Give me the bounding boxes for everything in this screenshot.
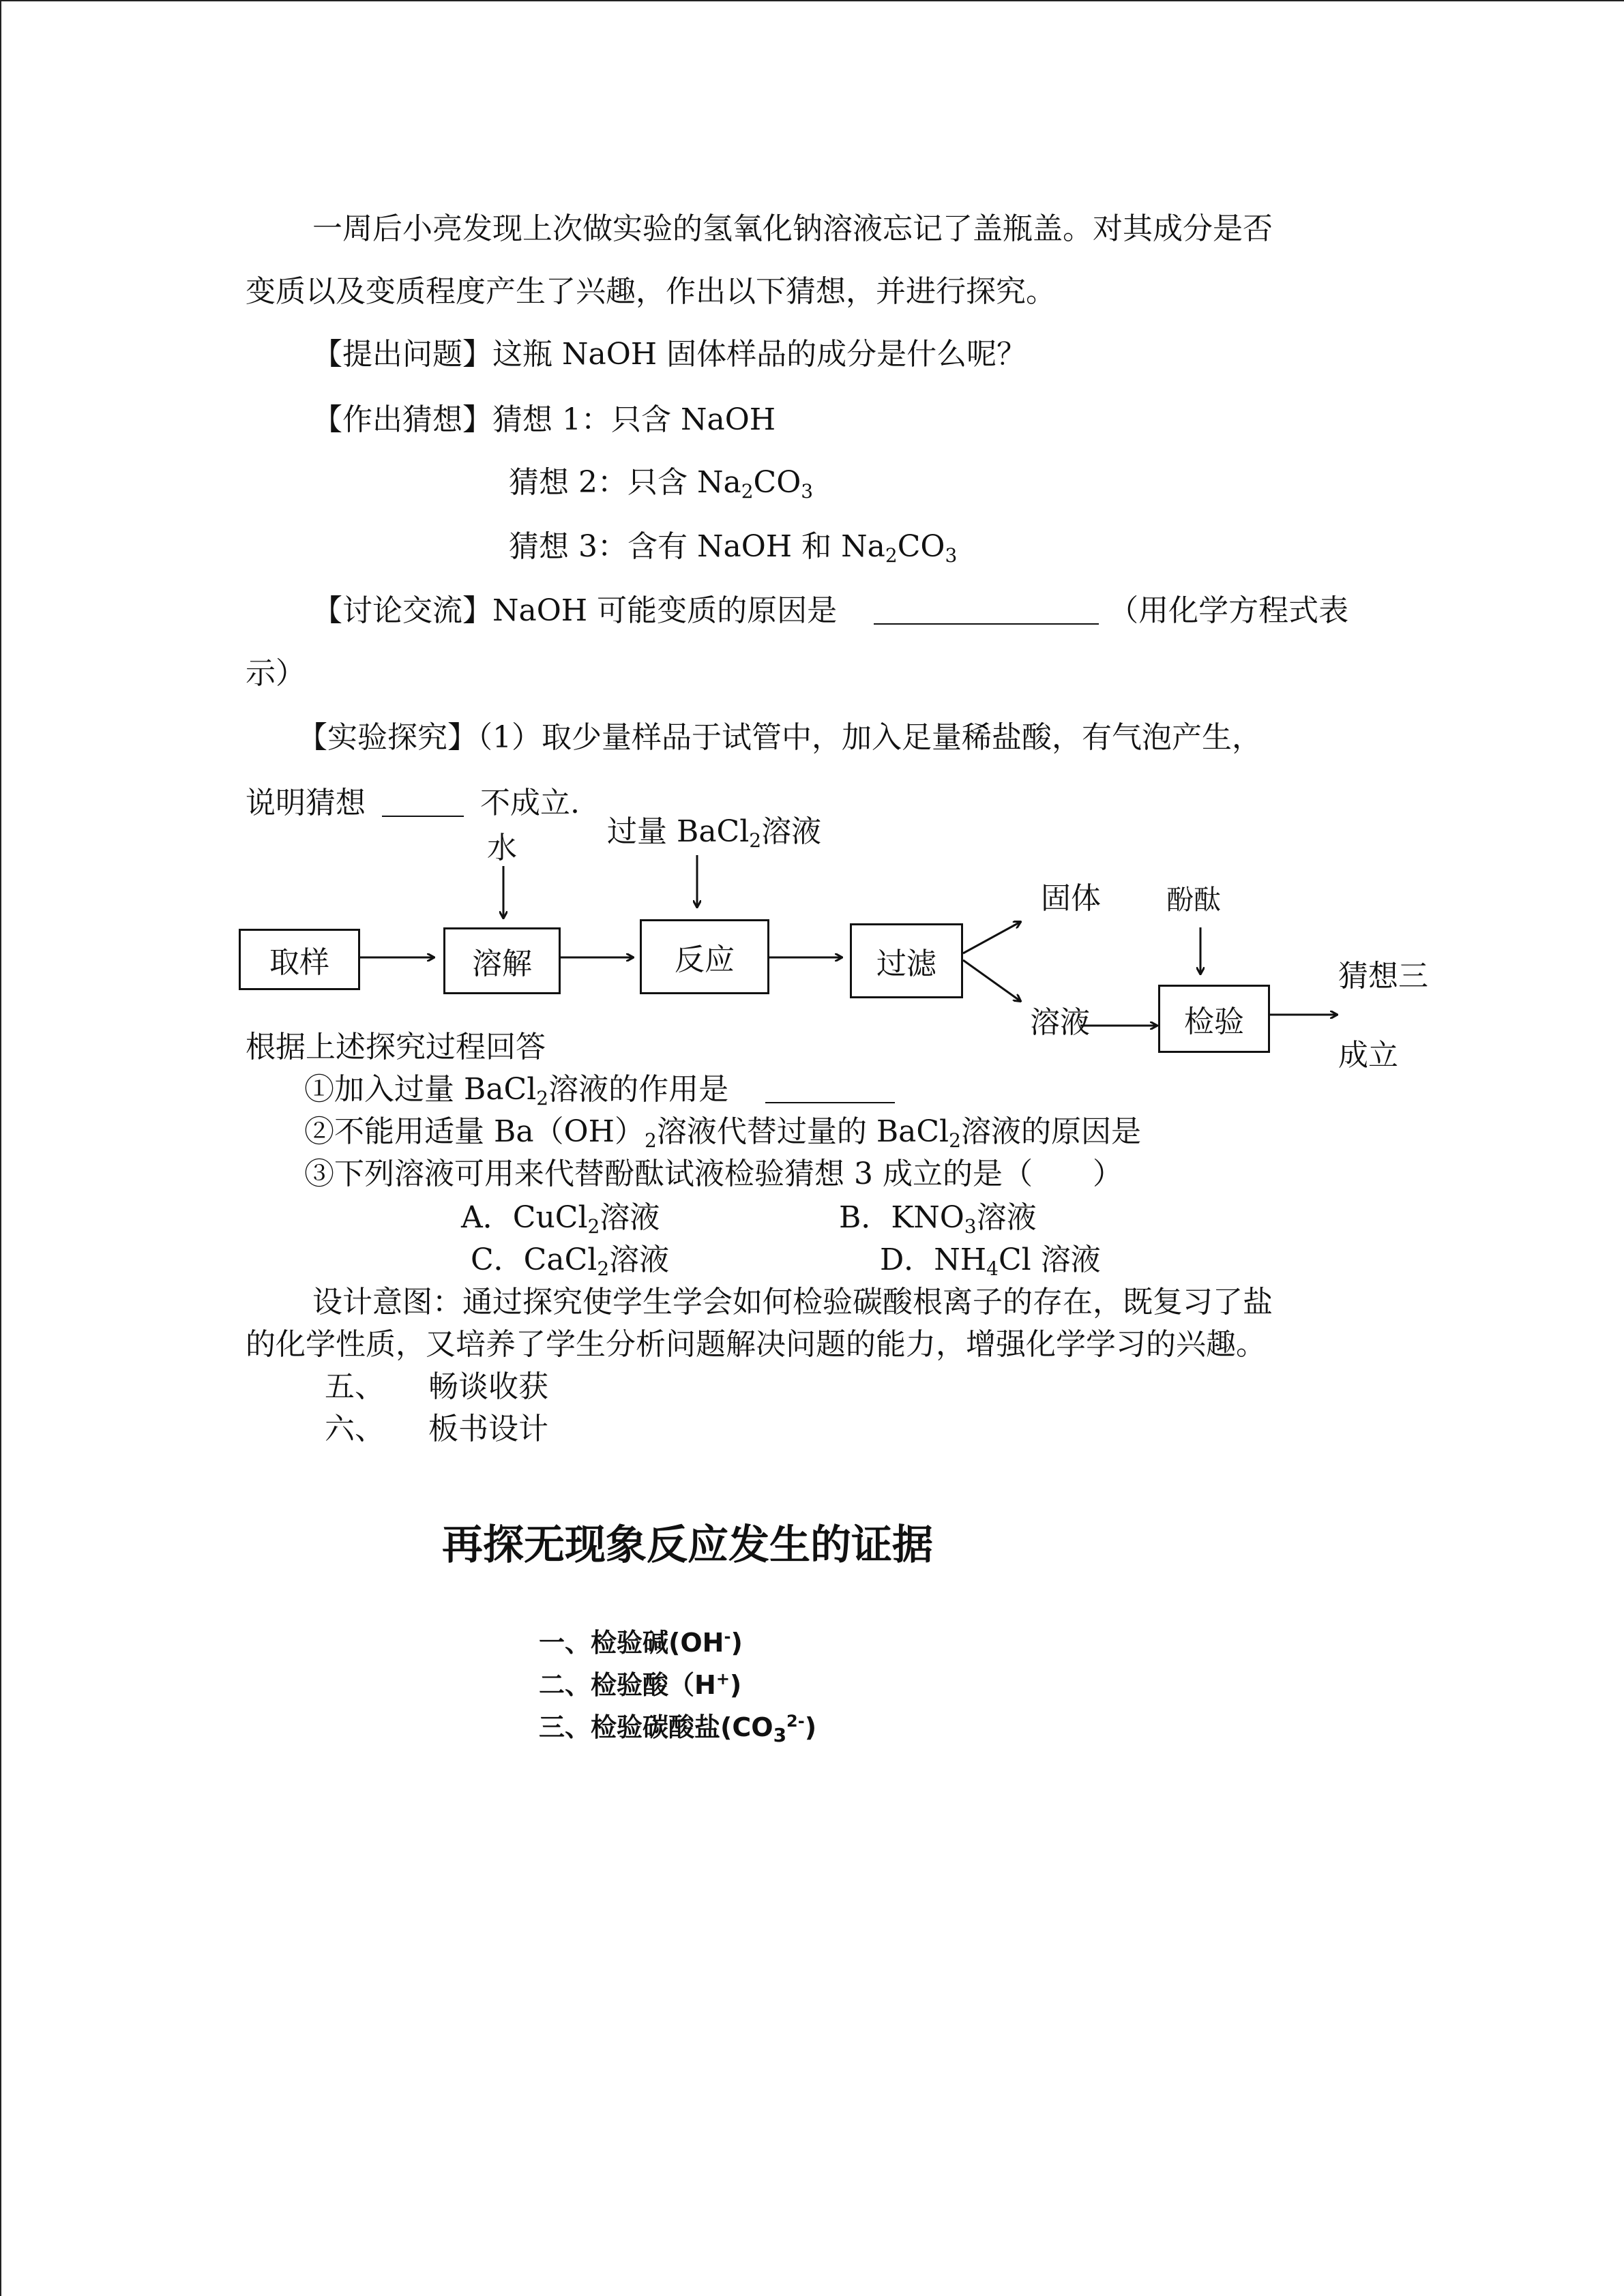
step-filter: 过滤	[850, 923, 963, 998]
board-item-2-sup: +	[715, 1669, 730, 1688]
discuss-line	[312, 591, 1348, 631]
discuss-text: NaOH 可能变质的原因是	[492, 593, 838, 628]
answer-q2	[304, 1112, 1141, 1152]
label-result-2: 成立	[1338, 1038, 1398, 1073]
option-c[interactable]	[471, 1240, 669, 1281]
design-line-2: 的化学性质，又培养了学生分析问题解决问题的能力，增强化学学习的兴趣。	[246, 1327, 1266, 1362]
label-phenolphthalein: 酚酞	[1166, 884, 1221, 916]
question-label: 【提出问题】	[312, 337, 492, 372]
board-item-3-sup: 2-	[786, 1712, 805, 1731]
option-b-suffix: 溶液	[976, 1200, 1037, 1235]
board-item-1-sup: -	[724, 1627, 731, 1646]
option-a-text: A．CuCl	[461, 1200, 588, 1235]
q1-suffix: 溶液的作用是	[548, 1072, 729, 1107]
experiment-suffix: 不成立.	[480, 786, 580, 820]
board-item-1-text: 一、检验碱(OH	[539, 1628, 724, 1658]
option-b-text: B．KNO	[839, 1200, 964, 1235]
option-d-sub: 4	[986, 1257, 999, 1280]
option-d[interactable]	[880, 1240, 1101, 1281]
option-c-text: C．CaCl	[471, 1242, 597, 1277]
board-item-3-suffix: )	[804, 1712, 817, 1742]
option-a-suffix: 溶液	[600, 1200, 660, 1235]
answer-q1	[304, 1069, 895, 1110]
option-b[interactable]	[839, 1197, 1037, 1238]
question-text: 这瓶 NaOH 固体样品的成分是什么呢？	[492, 337, 1027, 372]
bacl2-text: 过量 BaCl	[607, 814, 750, 849]
bacl2-suffix: 溶液	[761, 814, 822, 849]
guess-3-text: 猜想 3：含有 NaOH 和 Na	[509, 529, 885, 564]
board-item-3-sub: 3	[773, 1724, 787, 1746]
guess-number-blank[interactable]	[382, 788, 464, 817]
intro-line-1: 一周后小亮发现上次做实验的氢氧化钠溶液忘记了盖瓶盖。对其成分是否	[312, 211, 1273, 246]
intro-line-2: 变质以及变质程度产生了兴趣，作出以下猜想，并进行探究。	[246, 274, 1056, 309]
discuss-answer-blank[interactable]	[874, 596, 1099, 625]
experiment-line-2	[246, 783, 580, 824]
q1-answer-blank[interactable]	[765, 1075, 895, 1103]
guess-line-3	[509, 526, 957, 567]
guess-3-sub2: 3	[945, 544, 958, 567]
option-d-text: D．NH	[880, 1242, 987, 1277]
option-c-suffix: 溶液	[609, 1242, 670, 1277]
q1-text: ①加入过量 BaCl	[304, 1072, 537, 1107]
experiment-line	[297, 717, 1262, 758]
board-item-2-suffix: )	[729, 1670, 742, 1700]
q2-suffix: 溶液的原因是	[960, 1114, 1141, 1149]
guess-3-mid: CO	[897, 529, 945, 564]
section-5-number: 五、	[325, 1369, 385, 1404]
guess-2-sub: 2	[741, 480, 754, 503]
bacl2-sub: 2	[749, 829, 762, 852]
guess-line-2	[509, 462, 813, 503]
q2-sub: 2	[645, 1129, 657, 1152]
guess-label: 【作出猜想】	[312, 402, 492, 437]
board-item-3	[539, 1706, 816, 1748]
step-sample: 取样	[239, 929, 360, 990]
guess-2-mid: CO	[753, 465, 801, 500]
label-bacl2	[607, 813, 821, 851]
section-6	[325, 1409, 548, 1450]
experiment-prefix: 说明猜想	[246, 786, 366, 820]
label-water: 水	[487, 831, 517, 865]
discuss-tail: （用化学方程式表	[1108, 593, 1349, 628]
answers-intro: 根据上述探究过程回答	[246, 1030, 546, 1064]
answer-q3: ③下列溶液可用来代替酚酞试液检验猜想 3 成立的是（ ）	[304, 1157, 1123, 1191]
q2-text: ②不能用适量 Ba（OH）	[304, 1114, 645, 1149]
board-item-2-text: 二、检验酸（H	[539, 1670, 716, 1700]
section-5-title: 畅谈收获	[428, 1369, 548, 1404]
q2-mid: 溶液代替过量的 BaCl	[656, 1114, 949, 1149]
q2-sub2: 2	[949, 1129, 961, 1152]
option-a[interactable]	[461, 1197, 660, 1238]
board-item-2	[539, 1664, 741, 1706]
label-result-1: 猜想三	[1338, 959, 1428, 994]
q1-sub: 2	[536, 1087, 549, 1109]
option-b-sub: 3	[964, 1215, 977, 1238]
label-solid: 固体	[1041, 881, 1101, 916]
option-c-sub: 2	[597, 1257, 610, 1280]
guess-3-sub: 2	[885, 544, 898, 567]
section-6-number: 六、	[325, 1412, 385, 1446]
step-dissolve: 溶解	[443, 927, 561, 994]
option-d-suffix: Cl 溶液	[998, 1242, 1101, 1277]
guess-line-1	[312, 400, 776, 441]
guess-2-sub2: 3	[801, 480, 814, 503]
discuss-label: 【讨论交流】	[312, 593, 492, 628]
label-solution: 溶液	[1030, 1005, 1090, 1040]
option-a-sub: 2	[587, 1215, 600, 1238]
design-line-1: 设计意图：通过探究使学生学会如何检验碳酸根离子的存在，既复习了盐	[312, 1285, 1273, 1320]
section-5	[325, 1367, 548, 1407]
board-item-1	[539, 1622, 743, 1664]
section-6-title: 板书设计	[428, 1412, 548, 1446]
discuss-line-2: 示）	[246, 656, 306, 691]
step-test: 检验	[1158, 985, 1270, 1053]
board-item-1-suffix: )	[730, 1628, 743, 1658]
step-react: 反应	[640, 919, 769, 994]
guess-1: 猜想 1：只含 NaOH	[492, 402, 776, 437]
question-line	[312, 334, 1027, 375]
board-title: 再探无现象反应发生的证据	[442, 1521, 933, 1569]
board-item-3-text: 三、检验碳酸盐(CO	[539, 1712, 773, 1742]
experiment-label: 【实验探究】	[297, 720, 477, 755]
guess-2-text: 猜想 2：只含 Na	[509, 465, 741, 500]
experiment-text: （1）取少量样品于试管中，加入足量稀盐酸，有气泡产生，	[477, 720, 1262, 755]
